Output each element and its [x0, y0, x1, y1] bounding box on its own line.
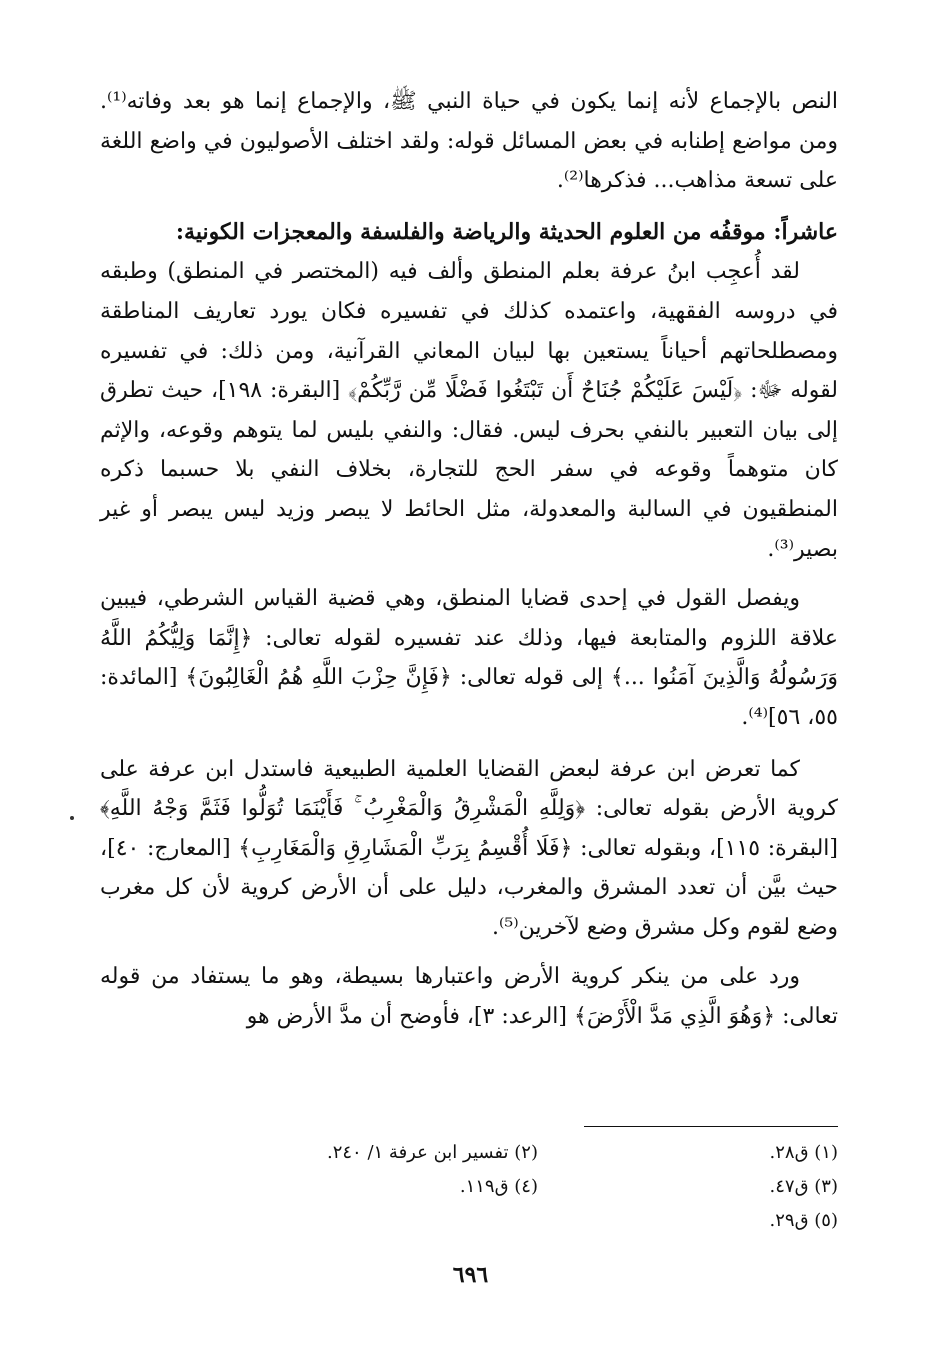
- footnote-5: (٥) ق٢٩.: [769, 1210, 838, 1231]
- scan-speck: [70, 816, 74, 820]
- section-heading: عاشراً: موقفُه من العلوم الحديثة والرياضة والفلسفة والمعجزات الكونية:: [175, 218, 838, 245]
- footnotes: [100, 1136, 838, 1238]
- footnote-1: (١) ق٢٨.: [769, 1142, 838, 1163]
- main-text: [100, 82, 838, 1037]
- paragraph-intro: النص بالإجماع لأنه إنما يكون في حياة النبي ﷺ، والإجماع إنما هو بعد وفاته⁽¹⁾. ومن مواضع إطنابه في بعض المسائل قوله: ولقد اختلف الأصوليون في واضع اللغة على تسعة مذاهب... فذكرها⁽²⁾.: [100, 89, 838, 194]
- paragraph-logic: لقد أُعجِب ابنُ عرفة بعلم المنطق وألف فيه (المختصر في المنطق) وطبقه في دروسه الفقهية، واعتمده كذلك في تفسيره فكان يورد تعاريف المناطقة ومصطلحاتهم أحياناً يستعين بها لبيان المعاني القرآنية، ومن ذلك: في تفسيره لقوله ﷻ: ﴿لَيْسَ عَلَيْكُمْ جُنَاحٌ أَن تَبْتَغُوا فَضْلًا مِّن رَّبِّكُمْ﴾ [البقرة: ١٩٨]، حيث تطرق إلى بيان التعبير بالنفي بحرف ليس. فقال: والنفي بليس لما يتوهم وقوعه، والإثم كان متوهماً وقوعه في سفر الحج للتجارة، بخلاف النفي بلا حسبما ذكره المنطقيون في السالبة والمعدولة، مثل الحائط لا يبصر وزيد ليس يبصر أو غير بصير⁽³⁾.: [100, 259, 839, 562]
- footnote-row: [100, 1204, 838, 1238]
- footnote-row: [100, 1136, 838, 1170]
- footnote-2: (٢) تفسير ابن عرفة ١/ ٢٤٠.: [326, 1142, 538, 1163]
- page-number: ٦٩٦: [452, 1262, 489, 1288]
- footnote-separator: [584, 1126, 838, 1127]
- paragraph-conditional: ويفصل القول في إحدى قضايا المنطق، وهي قضية القياس الشرطي، فيبين علاقة اللزوم والمتابعة فيها، وذلك عند تفسيره لقوله تعالى: ﴿إِنَّمَا وَلِيُّكُمُ اللَّهُ وَرَسُولُهُ وَالَّذِينَ آمَنُوا ...﴾ إلى قوله تعالى: ﴿فَإِنَّ حِزْبَ اللَّهِ هُمُ الْغَالِبُونَ﴾ [المائدة: ٥٥، ٥٦]⁽⁴⁾.: [100, 586, 838, 730]
- footnote-row: [100, 1170, 838, 1204]
- footnote-3: (٣) ق٤٧.: [769, 1176, 838, 1197]
- paragraph-rebuttal: ورد على من ينكر كروية الأرض واعتبارها بسيطة، وهو ما يستفاد من قوله تعالى: ﴿وَهُوَ الَّذِي مَدَّ الْأَرْضَ﴾ [الرعد: ٣]، فأوضح أن مدَّ الأرض هو: [100, 964, 838, 1030]
- paragraph-sphericity: كما تعرض ابن عرفة لبعض القضايا العلمية الطبيعية فاستدل ابن عرفة على كروية الأرض بقوله تعالى: ﴿وَلِلَّهِ الْمَشْرِقُ وَالْمَغْرِبُ ۚ فَأَيْنَمَا تُوَلُّوا فَثَمَّ وَجْهُ اللَّهِ﴾ [البقرة: ١١٥]، وبقوله تعالى: ﴿فَلَا أُقْسِمُ بِرَبِّ الْمَشَارِقِ وَالْمَغَارِبِ﴾ [المعارج: ٤٠]، حيث بيَّن أن تعدد المشرق والمغرب، دليل على أن الأرض كروية لأن كل مغرب وضع لقوم وكل مشرق وضع لآخرين⁽⁵⁾.: [100, 756, 838, 940]
- footnote-4: (٤) ق١١٩.: [459, 1176, 538, 1197]
